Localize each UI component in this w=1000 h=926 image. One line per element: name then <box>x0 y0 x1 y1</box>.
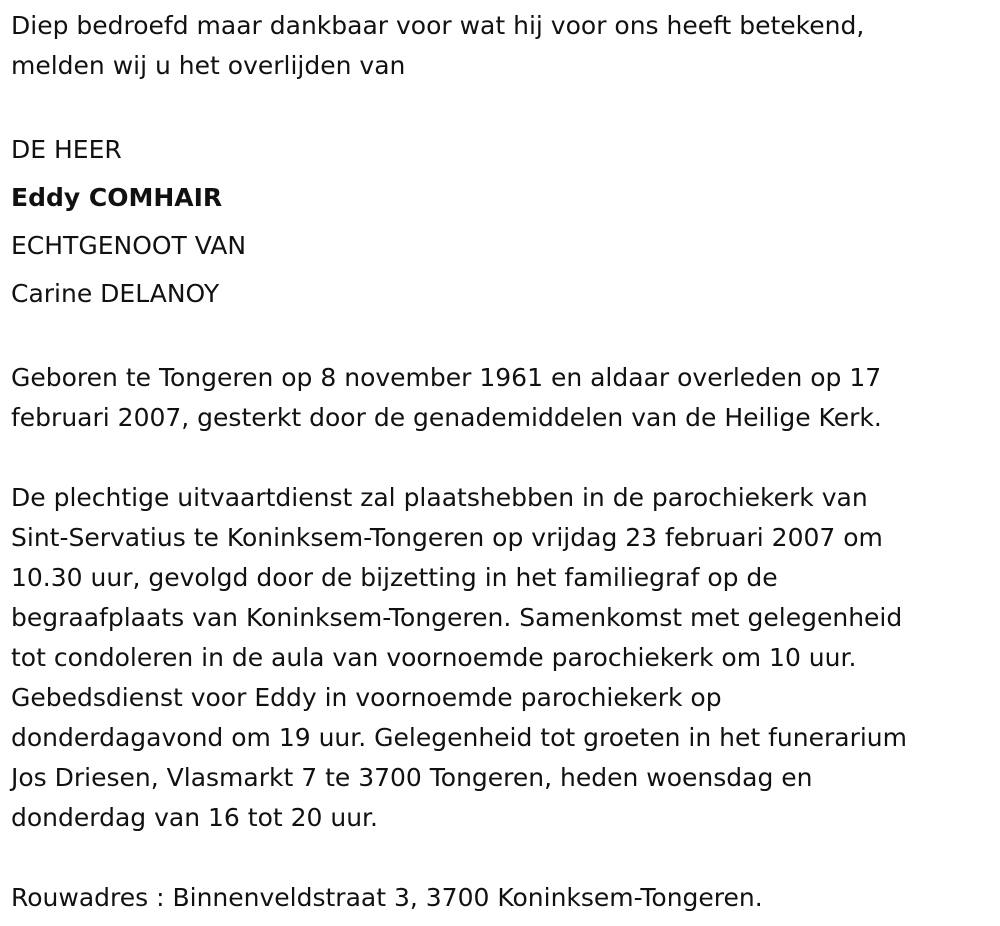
intro-paragraph <box>11 6 991 86</box>
service-line: Jos Driesen, Vlasmarkt 7 te 3700 Tongeren, heden woensdag en <box>11 763 813 792</box>
spacer <box>11 438 991 478</box>
mourning-address: Rouwadres : Binnenveldstraat 3, 3700 Koninksem-Tongeren. <box>11 883 763 912</box>
name-block <box>11 126 991 318</box>
birth-death-paragraph <box>11 358 991 438</box>
intro-line: Diep bedroefd maar dankbaar voor wat hij voor ons heeft betekend, <box>11 11 865 40</box>
spouse-name: Carine DELANOY <box>11 279 220 308</box>
service-line: donderdagavond om 19 uur. Gelegenheid tot groeten in het funerarium <box>11 723 908 752</box>
birth-death-line: februari 2007, gesterkt door de genademiddelen van de Heilige Kerk. <box>11 403 882 432</box>
service-paragraph <box>11 478 991 838</box>
relation-label: ECHTGENOOT VAN <box>11 231 247 260</box>
birth-death-line: Geboren te Tongeren op 8 november 1961 en aldaar overleden op 17 <box>11 363 882 392</box>
spacer <box>11 86 991 126</box>
service-line: donderdag van 16 tot 20 uur. <box>11 803 378 832</box>
service-line: 10.30 uur, gevolgd door de bijzetting in het familiegraf op de <box>11 563 778 592</box>
service-line: tot condoleren in de aula van voornoemde parochiekerk om 10 uur. <box>11 643 857 672</box>
service-line: De plechtige uitvaartdienst zal plaatshebben in de parochiekerk van <box>11 483 868 512</box>
service-line: Gebedsdienst voor Eddy in voornoemde parochiekerk op <box>11 683 722 712</box>
honorific-title: DE HEER <box>11 135 122 164</box>
service-line: begraafplaats van Koninksem-Tongeren. Samenkomst met gelegenheid <box>11 603 903 632</box>
intro-line: melden wij u het overlijden van <box>11 51 406 80</box>
service-line: Sint-Servatius te Koninksem-Tongeren op vrijdag 23 februari 2007 om <box>11 523 883 552</box>
spacer <box>11 838 991 878</box>
address-paragraph <box>11 878 991 918</box>
spacer <box>11 318 991 358</box>
deceased-name: Eddy COMHAIR <box>11 183 223 212</box>
